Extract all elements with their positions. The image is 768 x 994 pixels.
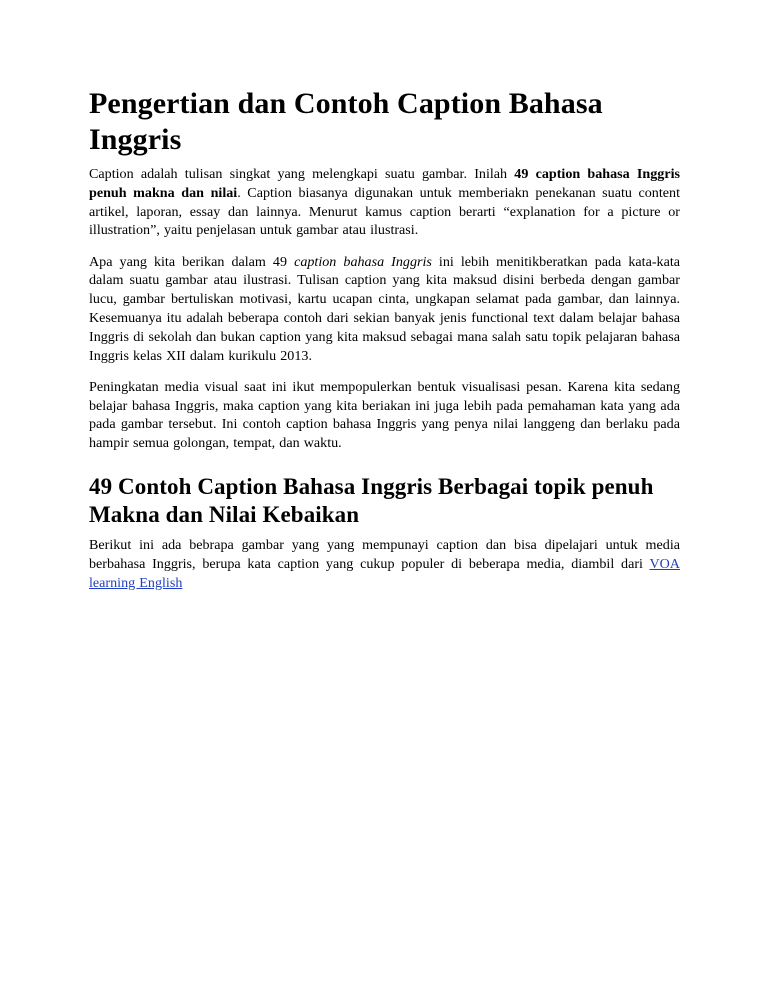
paragraph-visual-media: Peningkatan media visual saat ini ikut mempopulerkan bentuk visualisasi pesan. Karena kita sedang belajar bahasa Inggris, maka caption yang kita beriakan ini juga lebih pada pemahaman kata yang ada pada gambar tersebut. Ini contoh caption bahasa Inggris yang penya nilai langgeng dan berlaku pada hampir semua golongan, tempat, dan waktu.: [89, 378, 680, 452]
paragraph-source: [89, 536, 680, 592]
intro-text-2: . Caption biasanya digunakan untuk memberiakn penekanan suatu content artikel, laporan, essay dan lainnya. Menurut kamus caption berarti “explanation for a picture or illustration”, yaitu penjelasan untuk gambar atau ilustrasi.: [89, 184, 680, 239]
paragraph-explanation: [89, 253, 680, 366]
explanation-text-2: ini lebih menitikberatkan pada kata-kata dalam suatu gambar atau ilustrasi. Tulisan caption yang kita maksud disini berbeda dengan gambar lucu, gambar bertuliskan motivasi, kartu ucapan cinta, ungkapan selamat pada gambar, dan lainnya. Kesemuanya itu adalah beberapa contoh dari sekian banyak jenis functional text dalam belajar bahasa Inggris di sekolah dan bukan caption yang kita maksud sebagai mana salah satu topik pelajaran bahasa Inggris kelas XII dalam kurikulu 2013.: [89, 253, 680, 364]
page-title: Pengertian dan Contoh Caption Bahasa Inggris: [89, 87, 603, 156]
intro-bold-phrase: 49 caption bahasa Inggris penuh makna dan nilai: [89, 166, 680, 201]
explanation-italic-phrase: caption bahasa Inggris: [294, 253, 432, 270]
paragraph-intro: [89, 165, 680, 240]
explanation-text-1: Apa yang kita berikan dalam 49: [89, 253, 295, 270]
section-heading: 49 Contoh Caption Bahasa Inggris Berbagai topik penuh Makna dan Nilai Kebaikan: [89, 473, 654, 527]
source-text: Berikut ini ada bebrapa gambar yang yang mempunayi caption dan bisa dipelajari untuk media berbahasa Inggris, berupa kata caption yang cukup populer di beberapa media, diambil dari: [89, 536, 680, 572]
intro-text-1: Caption adalah tulisan singkat yang melengkapi suatu gambar. Inilah: [89, 166, 515, 182]
voa-learning-english-link[interactable]: VOA learning English: [89, 555, 680, 591]
